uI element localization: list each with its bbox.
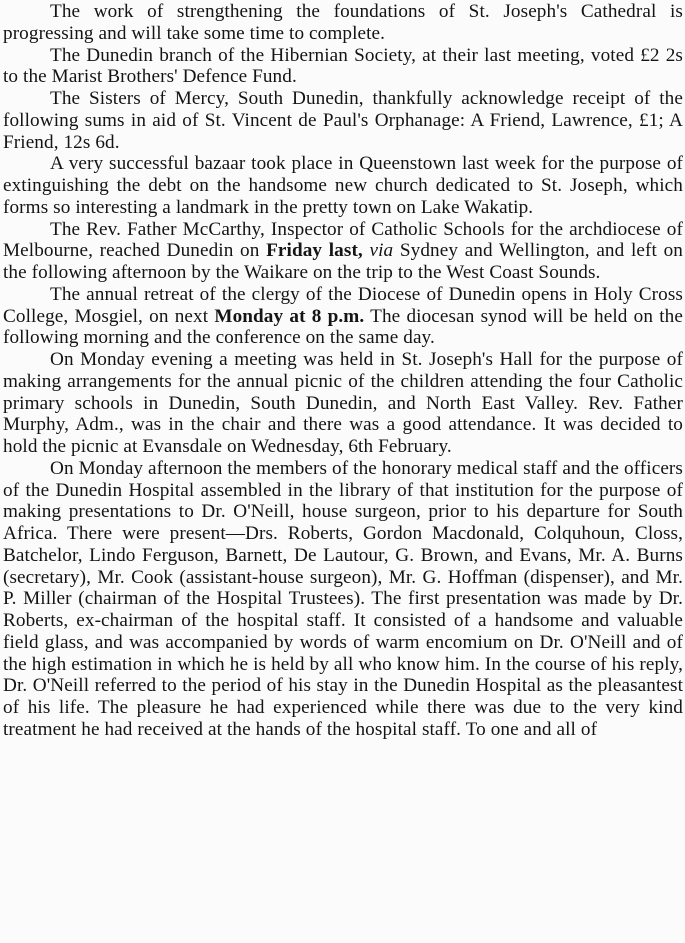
paragraph-sisters-of-mercy — [3, 88, 683, 153]
text-run: The Sisters of Mercy, South Dunedin, thankfully acknowledge receipt of the following sums in aid of St. Vincent de Paul's Orphanage: A Friend, Lawrence, £1; A Friend, 12s 6d. — [3, 88, 683, 153]
paragraph-clergy-retreat — [3, 284, 683, 349]
text-run: The Dunedin branch of the Hibernian Society, at their last meeting, voted £2 2s to the Marist Brothers' Defence Fund. — [3, 44, 683, 88]
text-run: The annual retreat of the clergy of the Diocese of Dunedin opens in Holy Cross College, Mosgiel, on next — [3, 283, 683, 327]
paragraph-picnic-meeting — [3, 349, 683, 458]
paragraph-hospital-presentation — [3, 458, 683, 741]
text-run: A very successful bazaar took place in Queenstown last week for the purpose of extinguishing the debt on the handsome new church dedicated to St. Joseph, which forms so interesting a landmark in the pretty town on Lake Wakatip. — [3, 153, 683, 218]
paragraph-hibernian-society — [3, 45, 683, 89]
text-run: The diocesan synod will be held on the following morning and the conference on the same day. — [3, 305, 683, 349]
text-run: Friday last, — [266, 240, 363, 262]
text-run: Monday at 8 p.m. — [214, 305, 365, 327]
paragraph-father-mccarthy — [3, 219, 683, 284]
paragraph-queenstown-bazaar — [3, 153, 683, 218]
text-run: Sydney and Wellington, and left on the following afternoon by the Waikare on the trip to the West Coast Sounds. — [3, 240, 683, 283]
text-run: On Monday afternoon the members of the honorary medical staff and the officers of the Dunedin Hospital assembled in the library of that institution for the purpose of making presentations to Dr. O'Neill, house surgeon, prior to his departure for South Africa. There were present—Drs. Roberts, Gordon Macdonald, Colquhoun, Closs, Batchelor, Lindo Ferguson, Barnett, De Lautour, G. Brown, and Evans, Mr. A. Burns (secretary), Mr. Cook (assistant-house surgeon), Mr. G. Hoffman (dispenser), and Mr. P. Miller (chairman of the Hospital Trustees). The first presentation was made by Dr. Roberts, ex-chairman of the hospital staff. It consisted of a handsome and valuable field glass, and was accompanied by words of warm encomium on Dr. O'Neill and of the high estimation in which he is held by all who know him. In the course of his reply, Dr. O'Neill referred to the period of his stay in the Dunedin Hospital as the pleasantest of his life. The pleasure he had experienced while there was due to the very kind treatment he had received at the hands of the hospital staff. To one and all of — [3, 457, 683, 740]
paragraph-cathedral — [3, 1, 683, 45]
text-run: The work of strengthening the foundations of St. Joseph's Cathedral is progressing and will take some time to complete. — [3, 1, 683, 44]
text-run: The Rev. Father McCarthy, Inspector of Catholic Schools for the archdiocese of Melbourne, reached Dunedin on — [3, 218, 683, 262]
text-run: On Monday evening a meeting was held in St. Joseph's Hall for the purpose of making arrangements for the annual picnic of the children attending the four Catholic primary schools in Dunedin, South Dunedin, and North East Valley. Rev. Father Murphy, Adm., was in the chair and there was a good attendance. It was decided to hold the picnic at Evansdale on Wednesday, 6th February. — [3, 349, 683, 457]
text-run: via — [369, 240, 394, 262]
